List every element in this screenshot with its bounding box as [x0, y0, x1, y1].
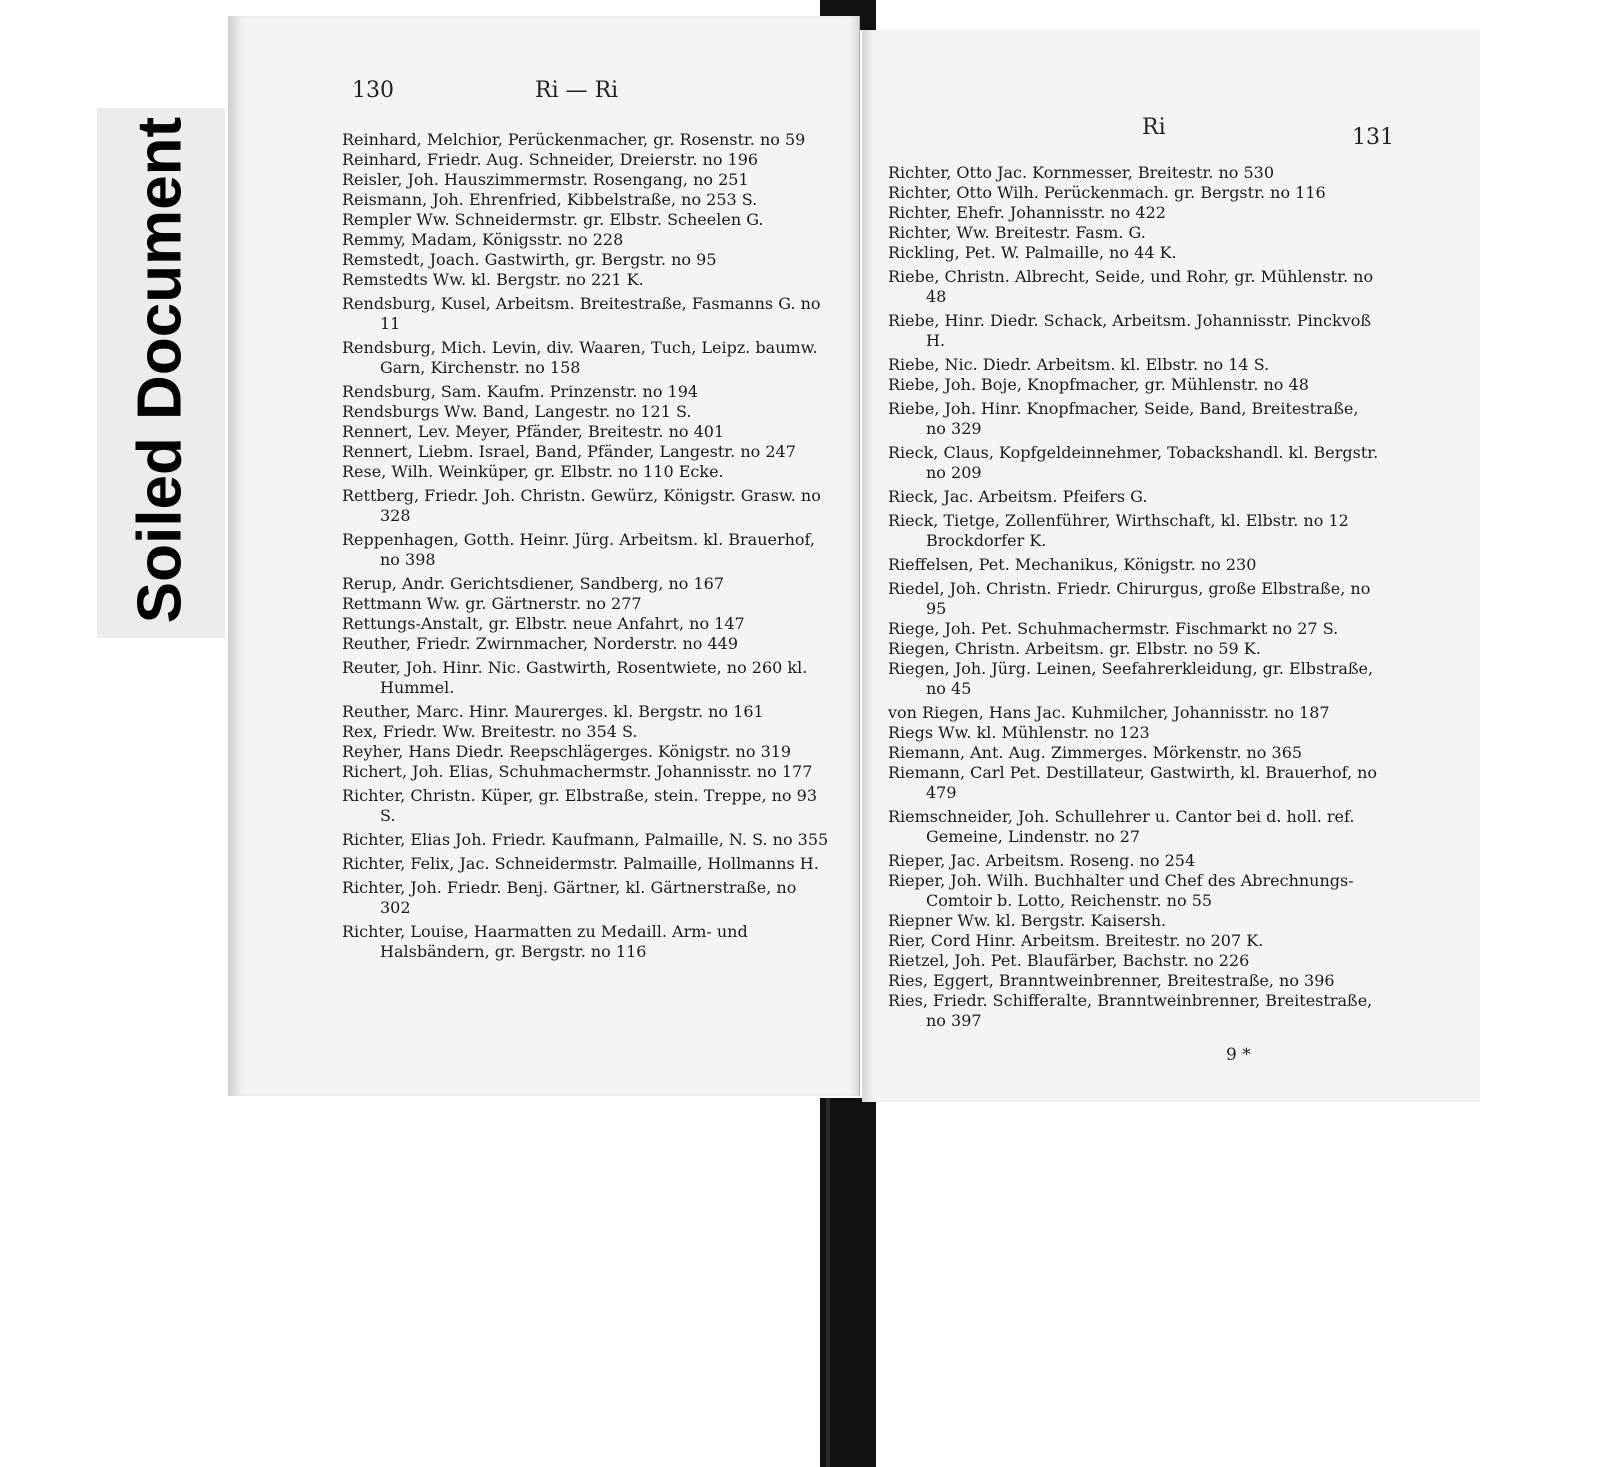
directory-entry: Rier, Cord Hinr. Arbeitsm. Breitestr. no 207 K. [888, 931, 1264, 950]
right-entry-list [888, 163, 1380, 1031]
directory-entry: Riemann, Carl Pet. Destillateur, Gastwirth, kl. Brauerhof, no 479 [888, 763, 1378, 802]
directory-entry: Remstedt, Joach. Gastwirth, gr. Bergstr. no 95 [342, 250, 717, 269]
directory-entry: Reppenhagen, Gotth. Heinr. Jürg. Arbeitsm. kl. Brauerhof, no 398 [342, 530, 815, 569]
directory-entry: Rettungs-Anstalt, gr. Elbstr. neue Anfahrt, no 147 [342, 614, 745, 633]
directory-entry: Rietzel, Joh. Pet. Blaufärber, Bachstr. no 226 [888, 951, 1250, 970]
directory-entry: Richter, Louise, Haarmatten zu Medaill. Arm- und Halsbändern, gr. Bergstr. no 116 [342, 922, 748, 961]
right-running-head: Ri [1142, 115, 1166, 140]
left-entry-list [342, 130, 830, 962]
directory-entry: Reuter, Joh. Hinr. Nic. Gastwirth, Rosentwiete, no 260 kl. Hummel. [342, 658, 808, 697]
directory-entry: Richter, Joh. Friedr. Benj. Gärtner, kl. Gärtnerstraße, no 302 [342, 878, 797, 917]
directory-entry: Reuther, Marc. Hinr. Maurerges. kl. Bergstr. no 161 [342, 702, 764, 721]
directory-entry: Riebe, Joh. Boje, Knopfmacher, gr. Mühlenstr. no 48 [888, 375, 1309, 394]
directory-entry: Ries, Friedr. Schifferalte, Branntweinbrenner, Breitestraße, no 397 [888, 991, 1373, 1030]
side-label-text: Soiled Document [125, 116, 195, 624]
directory-entry: Rieper, Joh. Wilh. Buchhalter und Chef des Abrechnungs-Comtoir b. Lotto, Reichenstr. no 55 [888, 871, 1354, 910]
binding-strip-bottom [820, 1098, 876, 1467]
directory-entry: Rettmann Ww. gr. Gärtnerstr. no 277 [342, 594, 642, 613]
directory-entry: Rieck, Tietge, Zollenführer, Wirthschaft, kl. Elbstr. no 12 Brockdorfer K. [888, 511, 1349, 550]
directory-entry: Riebe, Joh. Hinr. Knopfmacher, Seide, Band, Breitestraße, no 329 [888, 399, 1359, 438]
directory-entry: Reismann, Joh. Ehrenfried, Kibbelstraße, no 253 S. [342, 190, 758, 209]
directory-entry: Reinhard, Melchior, Perückenmacher, gr. Rosenstr. no 59 [342, 130, 806, 149]
directory-entry: Richter, Felix, Jac. Schneidermstr. Palmaille, Hollmanns H. [342, 854, 819, 873]
directory-entry: Rendsburgs Ww. Band, Langestr. no 121 S. [342, 402, 692, 421]
directory-entry: Richter, Christn. Küper, gr. Elbstraße, stein. Treppe, no 93 S. [342, 786, 817, 825]
directory-entry: Reisler, Joh. Hauszimmermstr. Rosengang, no 251 [342, 170, 749, 189]
directory-entry: Ries, Eggert, Branntweinbrenner, Breitestraße, no 396 [888, 971, 1335, 990]
directory-entry: Riegen, Christn. Arbeitsm. gr. Elbstr. no 59 K. [888, 639, 1261, 658]
directory-entry: Rettberg, Friedr. Joh. Christn. Gewürz, Königstr. Grasw. no 328 [342, 486, 821, 525]
right-page-number: 131 [1352, 125, 1394, 150]
directory-entry: Richter, Elias Joh. Friedr. Kaufmann, Palmaille, N. S. no 355 [342, 830, 829, 849]
signature-mark: 9 * [1226, 1045, 1251, 1065]
directory-entry: Riedel, Joh. Christn. Friedr. Chirurgus, große Elbstraße, no 95 [888, 579, 1371, 618]
directory-entry: Rennert, Liebm. Israel, Band, Pfänder, Langestr. no 247 [342, 442, 796, 461]
directory-entry: Richter, Otto Jac. Kornmesser, Breitestr. no 530 [888, 163, 1275, 182]
directory-entry: Rempler Ww. Schneidermstr. gr. Elbstr. Scheelen G. [342, 210, 764, 229]
directory-entry: Rieffelsen, Pet. Mechanikus, Königstr. no 230 [888, 555, 1257, 574]
directory-entry: von Riegen, Hans Jac. Kuhmilcher, Johannisstr. no 187 [888, 703, 1330, 722]
directory-entry: Rieck, Jac. Arbeitsm. Pfeifers G. [888, 487, 1148, 506]
directory-entry: Rendsburg, Sam. Kaufm. Prinzenstr. no 194 [342, 382, 699, 401]
directory-entry: Remstedts Ww. kl. Bergstr. no 221 K. [342, 270, 644, 289]
directory-entry: Riegs Ww. kl. Mühlenstr. no 123 [888, 723, 1150, 742]
directory-entry: Reinhard, Friedr. Aug. Schneider, Dreierstr. no 196 [342, 150, 759, 169]
left-page-number: 130 [352, 78, 394, 103]
directory-entry: Remmy, Madam, Königsstr. no 228 [342, 230, 624, 249]
directory-entry: Richter, Ehefr. Johannisstr. no 422 [888, 203, 1166, 222]
directory-entry: Riebe, Christn. Albrecht, Seide, und Rohr, gr. Mühlenstr. no 48 [888, 267, 1374, 306]
directory-entry: Richter, Otto Wilh. Perückenmach. gr. Bergstr. no 116 [888, 183, 1326, 202]
directory-entry: Rennert, Lev. Meyer, Pfänder, Breitestr. no 401 [342, 422, 725, 441]
left-running-head: Ri — Ri [535, 78, 619, 103]
directory-entry: Rickling, Pet. W. Palmaille, no 44 K. [888, 243, 1177, 262]
directory-entry: Rendsburg, Mich. Levin, div. Waaren, Tuch, Leipz. baumw. Garn, Kirchenstr. no 158 [342, 338, 818, 377]
directory-entry: Reuther, Friedr. Zwirnmacher, Norderstr. no 449 [342, 634, 739, 653]
directory-entry: Richert, Joh. Elias, Schuhmachermstr. Johannisstr. no 177 [342, 762, 813, 781]
directory-entry: Rese, Wilh. Weinküper, gr. Elbstr. no 110 Ecke. [342, 462, 724, 481]
directory-entry: Riepner Ww. kl. Bergstr. Kaisersh. [888, 911, 1167, 930]
directory-entry: Rieck, Claus, Kopfgeldeinnehmer, Tobackshandl. kl. Bergstr. no 209 [888, 443, 1379, 482]
directory-entry: Riegen, Joh. Jürg. Leinen, Seefahrerkleidung, gr. Elbstraße, no 45 [888, 659, 1374, 698]
directory-entry: Riemschneider, Joh. Schullehrer u. Cantor bei d. holl. ref. Gemeine, Lindenstr. no 27 [888, 807, 1355, 846]
directory-entry: Rieper, Jac. Arbeitsm. Roseng. no 254 [888, 851, 1196, 870]
directory-entry: Reyher, Hans Diedr. Reepschlägerges. Königstr. no 319 [342, 742, 792, 761]
directory-entry: Rerup, Andr. Gerichtsdiener, Sandberg, no 167 [342, 574, 725, 593]
directory-entry: Rex, Friedr. Ww. Breitestr. no 354 S. [342, 722, 638, 741]
directory-entry: Riege, Joh. Pet. Schuhmachermstr. Fischmarkt no 27 S. [888, 619, 1339, 638]
directory-entry: Riemann, Ant. Aug. Zimmerges. Mörkenstr. no 365 [888, 743, 1303, 762]
directory-entry: Riebe, Hinr. Diedr. Schack, Arbeitsm. Johannisstr. Pinckvoß H. [888, 311, 1372, 350]
directory-entry: Rendsburg, Kusel, Arbeitsm. Breitestraße, Fasmanns G. no 11 [342, 294, 821, 333]
directory-entry: Richter, Ww. Breitestr. Fasm. G. [888, 223, 1146, 242]
directory-entry: Riebe, Nic. Diedr. Arbeitsm. kl. Elbstr. no 14 S. [888, 355, 1270, 374]
